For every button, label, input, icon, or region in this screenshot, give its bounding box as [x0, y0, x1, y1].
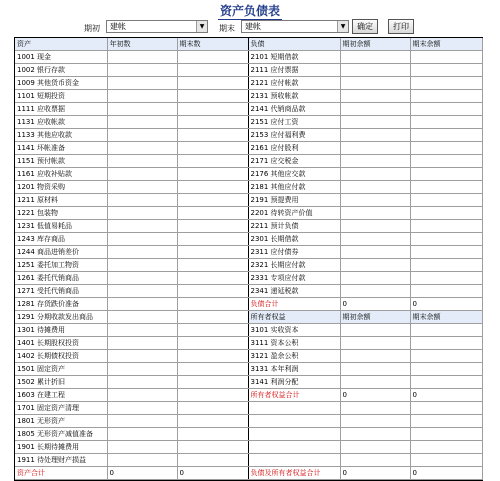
value-cell [340, 337, 410, 350]
value-cell [107, 311, 177, 324]
value-cell [107, 77, 177, 90]
account-label: 2331 专项应付款 [248, 272, 340, 285]
table-row [15, 415, 482, 428]
total-label: 负债合计 [248, 298, 340, 311]
total-end-value: 0 [177, 467, 248, 480]
account-label: 2151 应付工资 [248, 116, 340, 129]
value-cell [410, 90, 482, 103]
account-label: 1301 待摊费用 [15, 324, 107, 337]
account-label: 1141 坏帐准备 [15, 142, 107, 155]
value-cell [107, 324, 177, 337]
value-cell [340, 207, 410, 220]
total-end-value: 0 [410, 298, 482, 311]
table-row [15, 220, 482, 233]
value-cell [107, 454, 177, 467]
empty-cell [410, 454, 482, 467]
value-cell [177, 285, 248, 298]
empty-cell [410, 402, 482, 415]
table-row [15, 77, 482, 90]
value-cell [107, 415, 177, 428]
table-row [15, 389, 482, 402]
value-cell [107, 116, 177, 129]
account-label: 2153 应付福利费 [248, 129, 340, 142]
column-header: 负债 [248, 38, 340, 51]
table-row [15, 64, 482, 77]
total-end-value: 0 [410, 389, 482, 402]
value-cell [177, 246, 248, 259]
account-label: 2161 应付股利 [248, 142, 340, 155]
total-end-value: 0 [410, 467, 482, 480]
table-row [15, 38, 482, 51]
value-cell [410, 168, 482, 181]
value-cell [177, 337, 248, 350]
account-label: 2171 应交税金 [248, 155, 340, 168]
column-header: 年初数 [107, 38, 177, 51]
column-header: 资产 [15, 38, 107, 51]
table-row [15, 233, 482, 246]
value-cell [177, 259, 248, 272]
value-cell [410, 337, 482, 350]
account-label: 1161 应收补贴款 [15, 168, 107, 181]
total-start-value: 0 [107, 467, 177, 480]
value-cell [410, 324, 482, 337]
value-cell [410, 363, 482, 376]
value-cell [340, 350, 410, 363]
chevron-down-icon: ▼ [337, 21, 348, 32]
value-cell [410, 246, 482, 259]
total-start-value: 0 [340, 467, 410, 480]
account-label: 1231 低值易耗品 [15, 220, 107, 233]
total-label: 所有者权益合计 [248, 389, 340, 402]
account-label: 2301 长期借款 [248, 233, 340, 246]
value-cell [107, 363, 177, 376]
account-label: 3101 实收资本 [248, 324, 340, 337]
value-cell [177, 376, 248, 389]
table-row [15, 272, 482, 285]
value-cell [340, 90, 410, 103]
value-cell [107, 233, 177, 246]
column-header: 期初余额 [340, 38, 410, 51]
table-row [15, 311, 482, 324]
value-cell [107, 402, 177, 415]
empty-cell [340, 415, 410, 428]
account-label: 1002 银行存款 [15, 64, 107, 77]
value-cell [177, 402, 248, 415]
value-cell [107, 259, 177, 272]
value-cell [340, 194, 410, 207]
account-label: 1251 委托加工物资 [15, 259, 107, 272]
value-cell [177, 428, 248, 441]
value-cell [410, 285, 482, 298]
value-cell [340, 168, 410, 181]
value-cell [410, 64, 482, 77]
total-start-value: 0 [340, 298, 410, 311]
value-cell [107, 376, 177, 389]
account-label: 1221 包装物 [15, 207, 107, 220]
column-header: 所有者权益 [248, 311, 340, 324]
value-cell [107, 285, 177, 298]
table-row [15, 181, 482, 194]
account-label: 2141 代销商品款 [248, 103, 340, 116]
table-row [15, 454, 482, 467]
account-label: 1603 在建工程 [15, 389, 107, 402]
value-cell [340, 51, 410, 64]
value-cell [410, 142, 482, 155]
account-label: 1243 库存商品 [15, 233, 107, 246]
account-label: 3121 盈余公积 [248, 350, 340, 363]
value-cell [177, 194, 248, 207]
account-label: 1801 无形资产 [15, 415, 107, 428]
value-cell [107, 350, 177, 363]
value-cell [177, 233, 248, 246]
value-cell [107, 298, 177, 311]
value-cell [177, 454, 248, 467]
value-cell [107, 220, 177, 233]
account-label: 1805 无形资产减值准备 [15, 428, 107, 441]
value-cell [340, 155, 410, 168]
balance-sheet [14, 37, 483, 481]
value-cell [410, 233, 482, 246]
value-cell [107, 428, 177, 441]
value-cell [177, 363, 248, 376]
value-cell [107, 194, 177, 207]
account-label: 2311 应付债券 [248, 246, 340, 259]
value-cell [410, 272, 482, 285]
table-row [15, 129, 482, 142]
account-label: 1131 应收帐款 [15, 116, 107, 129]
value-cell [340, 103, 410, 116]
value-cell [107, 51, 177, 64]
value-cell [177, 116, 248, 129]
chevron-down-icon: ▼ [196, 21, 207, 32]
value-cell [340, 259, 410, 272]
value-cell [177, 298, 248, 311]
table-row [15, 376, 482, 389]
value-cell [340, 233, 410, 246]
value-cell [107, 129, 177, 142]
value-cell [340, 181, 410, 194]
value-cell [107, 64, 177, 77]
account-label: 3141 利润分配 [248, 376, 340, 389]
value-cell [177, 220, 248, 233]
table-row [15, 285, 482, 298]
empty-cell [410, 441, 482, 454]
value-cell [410, 181, 482, 194]
value-cell [107, 168, 177, 181]
total-start-value: 0 [340, 389, 410, 402]
empty-cell [340, 441, 410, 454]
table-row [15, 168, 482, 181]
value-cell [107, 142, 177, 155]
account-label: 1402 长期债权投资 [15, 350, 107, 363]
value-cell [340, 77, 410, 90]
value-cell [410, 155, 482, 168]
value-cell [107, 181, 177, 194]
account-label: 1261 委托代销商品 [15, 272, 107, 285]
column-header: 期末余额 [410, 38, 482, 51]
account-label: 1101 短期投资 [15, 90, 107, 103]
table-row [15, 51, 482, 64]
account-label: 2191 预提费用 [248, 194, 340, 207]
account-label: 2201 待转资产价值 [248, 207, 340, 220]
value-cell [107, 441, 177, 454]
account-label: 2181 其他应付款 [248, 181, 340, 194]
end-period-label: 期末 [219, 24, 235, 33]
end-period-select[interactable]: 建帐 ▼ [241, 20, 349, 33]
value-cell [410, 116, 482, 129]
account-label: 3131 本年利润 [248, 363, 340, 376]
value-cell [340, 285, 410, 298]
table-row [15, 467, 482, 480]
table-row [15, 259, 482, 272]
table-row [15, 155, 482, 168]
account-label: 3111 资本公积 [248, 337, 340, 350]
value-cell [340, 246, 410, 259]
empty-cell [410, 415, 482, 428]
value-cell [177, 64, 248, 77]
value-cell [340, 142, 410, 155]
confirm-button[interactable]: 确定 [352, 19, 378, 34]
account-label: 2341 递延税款 [248, 285, 340, 298]
value-cell [340, 129, 410, 142]
account-label: 1701 固定资产清理 [15, 402, 107, 415]
value-cell [177, 129, 248, 142]
value-cell [340, 116, 410, 129]
value-cell [410, 77, 482, 90]
report-title: 资产负债表 [219, 4, 280, 18]
account-label: 1001 现金 [15, 51, 107, 64]
account-label: 1271 受托代销商品 [15, 285, 107, 298]
value-cell [340, 64, 410, 77]
value-cell [107, 103, 177, 116]
table-row [15, 194, 482, 207]
value-cell [107, 337, 177, 350]
value-cell [340, 220, 410, 233]
account-label: 1201 物资采购 [15, 181, 107, 194]
value-cell [177, 350, 248, 363]
account-label: 1502 累计折旧 [15, 376, 107, 389]
start-period-label: 期初 [84, 24, 100, 33]
value-cell [177, 324, 248, 337]
account-label: 2211 预计负债 [248, 220, 340, 233]
column-header: 期末数 [177, 38, 248, 51]
empty-cell [248, 402, 340, 415]
table-row [15, 246, 482, 259]
account-label: 2111 应付票据 [248, 64, 340, 77]
table-row [15, 116, 482, 129]
value-cell [340, 363, 410, 376]
value-cell [177, 272, 248, 285]
value-cell [177, 415, 248, 428]
account-label: 2131 预收帐款 [248, 90, 340, 103]
table-row [15, 90, 482, 103]
account-label: 2101 短期借款 [248, 51, 340, 64]
account-label: 1281 存货跌价准备 [15, 298, 107, 311]
value-cell [177, 441, 248, 454]
table-row [15, 350, 482, 363]
value-cell [410, 194, 482, 207]
value-cell [107, 155, 177, 168]
empty-cell [340, 402, 410, 415]
table-row [15, 428, 482, 441]
account-label: 1133 其他应收款 [15, 129, 107, 142]
value-cell [177, 168, 248, 181]
account-label: 1501 固定资产 [15, 363, 107, 376]
account-label: 2121 应付帐款 [248, 77, 340, 90]
value-cell [177, 181, 248, 194]
account-label: 1151 预付帐款 [15, 155, 107, 168]
account-label: 1211 原材料 [15, 194, 107, 207]
table-row [15, 103, 482, 116]
value-cell [177, 155, 248, 168]
print-button[interactable]: 打印 [388, 19, 414, 34]
empty-cell [340, 428, 410, 441]
value-cell [177, 103, 248, 116]
empty-cell [410, 428, 482, 441]
value-cell [107, 272, 177, 285]
empty-cell [248, 441, 340, 454]
value-cell [410, 103, 482, 116]
empty-cell [248, 454, 340, 467]
account-label: 2176 其他应交款 [248, 168, 340, 181]
account-label: 1009 其他货币资金 [15, 77, 107, 90]
table-row [15, 441, 482, 454]
account-label: 1111 应收票据 [15, 103, 107, 116]
value-cell [107, 389, 177, 402]
empty-cell [248, 428, 340, 441]
value-cell [340, 272, 410, 285]
empty-cell [248, 415, 340, 428]
value-cell [410, 376, 482, 389]
account-label: 1291 分期收款发出商品 [15, 311, 107, 324]
table-row [15, 363, 482, 376]
account-label: 2321 长期应付款 [248, 259, 340, 272]
filter-bar [0, 19, 500, 35]
total-label: 负债及所有者权益合计 [248, 467, 340, 480]
value-cell [410, 207, 482, 220]
empty-cell [340, 454, 410, 467]
total-label: 资产合计 [15, 467, 107, 480]
value-cell [177, 311, 248, 324]
value-cell [410, 259, 482, 272]
table-row [15, 142, 482, 155]
value-cell [177, 207, 248, 220]
value-cell [177, 389, 248, 402]
account-label: 1911 待处理财产损益 [15, 454, 107, 467]
value-cell [410, 129, 482, 142]
value-cell [177, 142, 248, 155]
column-header: 期末余额 [410, 311, 482, 324]
account-label: 1244 商品进销差价 [15, 246, 107, 259]
value-cell [177, 51, 248, 64]
value-cell [107, 246, 177, 259]
value-cell [107, 90, 177, 103]
value-cell [410, 220, 482, 233]
account-label: 1901 长期待摊费用 [15, 441, 107, 454]
account-label: 1401 长期股权投资 [15, 337, 107, 350]
start-period-select[interactable]: 建帐 ▼ [106, 20, 208, 33]
table-row [15, 402, 482, 415]
table-row [15, 337, 482, 350]
value-cell [340, 324, 410, 337]
column-header: 期初余额 [340, 311, 410, 324]
value-cell [410, 51, 482, 64]
value-cell [340, 376, 410, 389]
value-cell [177, 77, 248, 90]
table-row [15, 298, 482, 311]
table-row [15, 324, 482, 337]
table-row [15, 207, 482, 220]
value-cell [410, 350, 482, 363]
value-cell [107, 207, 177, 220]
value-cell [177, 90, 248, 103]
